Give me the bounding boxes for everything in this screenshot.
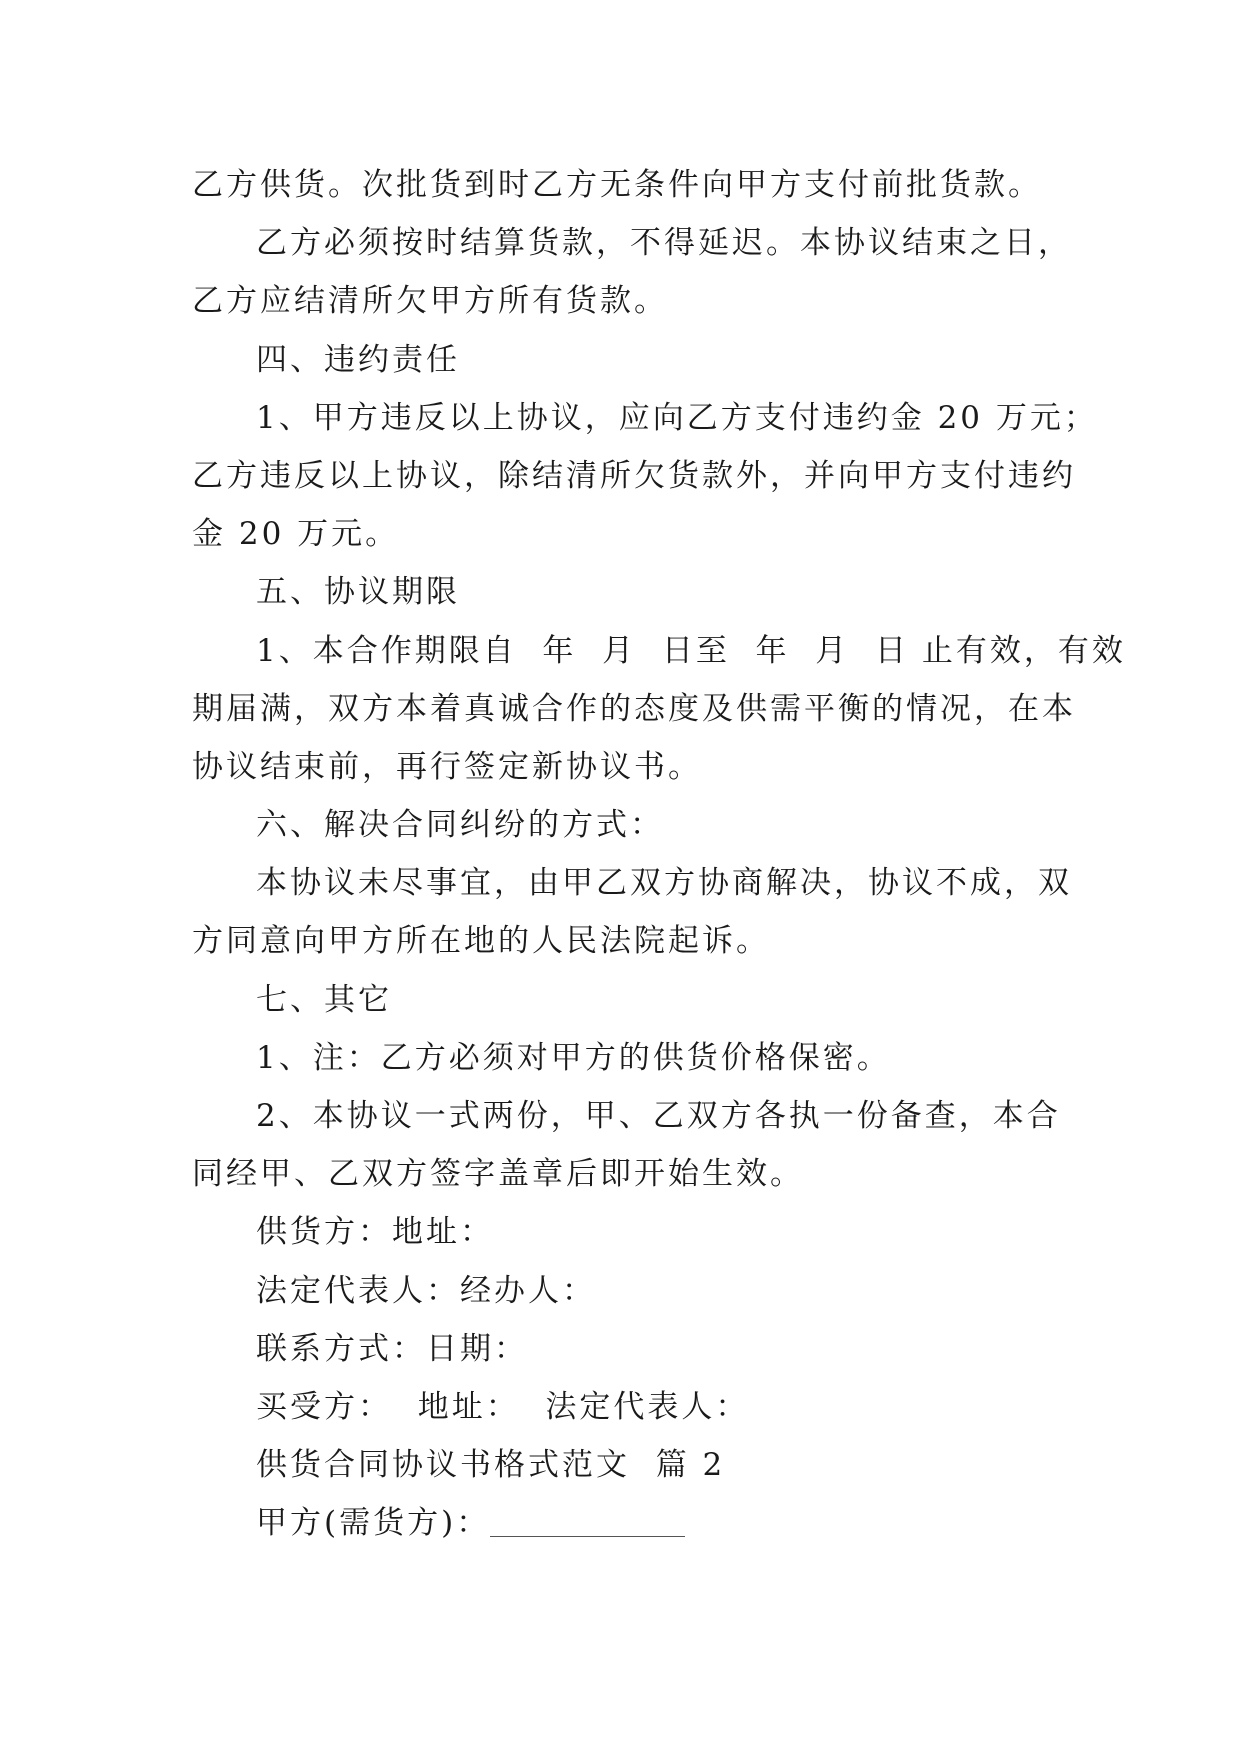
- text-line-14: 方同意向甲方所在地的人民法院起诉。: [192, 923, 770, 960]
- next-document-title: 供货合同协议书格式范文 篇 2: [256, 1447, 726, 1484]
- text-line-5: 1、甲方违反以上协议，应向乙方支付违约金 20 万元；: [256, 399, 1098, 436]
- section-heading-other: 七、其它: [256, 981, 392, 1018]
- text-line-16: 1、注：乙方必须对甲方的供货价格保密。: [256, 1039, 891, 1076]
- section-heading-agreement-term: 五、协议期限: [256, 574, 460, 611]
- legal-rep-signature-line: 法定代表人：经办人：: [256, 1272, 596, 1309]
- text-line-6: 乙方违反以上协议，除结清所欠货款外，并向甲方支付违约: [192, 457, 1076, 494]
- text-line-3: 乙方应结清所欠甲方所有货款。: [192, 283, 668, 320]
- text-line-2: 乙方必须按时结算货款，不得延迟。本协议结束之日，: [256, 225, 1072, 262]
- text-line-7: 金 20 万元。: [192, 516, 400, 553]
- section-heading-breach-liability: 四、违约责任: [256, 341, 460, 378]
- document-page: [192, 156, 1126, 1553]
- contact-date-line: 联系方式：日期：: [256, 1330, 528, 1367]
- section-heading-dispute-resolution: 六、解决合同纠纷的方式：: [256, 807, 664, 844]
- text-line-18: 同经甲、乙双方签字盖章后即开始生效。: [192, 1156, 804, 1193]
- party-a-label: 甲方(需货方)：: [256, 1505, 491, 1542]
- party-a-blank-underline: [490, 1512, 685, 1537]
- text-line-9: 1、本合作期限自 年 月 日至 年 月 日 止有效，有效: [256, 632, 1126, 669]
- text-line-11: 协议结束前，再行签定新协议书。: [192, 748, 702, 785]
- supplier-signature-line: 供货方：地址：: [256, 1214, 494, 1251]
- buyer-signature-line: 买受方： 地址： 法定代表人：: [256, 1388, 750, 1425]
- text-line-17: 2、本协议一式两份，甲、乙双方各执一份备查，本合: [256, 1098, 1061, 1134]
- text-line-13: 本协议未尽事宜，由甲乙双方协商解决，协议不成，双: [256, 865, 1072, 902]
- party-a-line: [192, 1494, 1062, 1552]
- text-line-10: 期届满，双方本着真诚合作的态度及供需平衡的情况，在本: [192, 690, 1076, 727]
- text-line-1: 乙方供货。次批货到时乙方无条件向甲方支付前批货款。: [192, 167, 1042, 203]
